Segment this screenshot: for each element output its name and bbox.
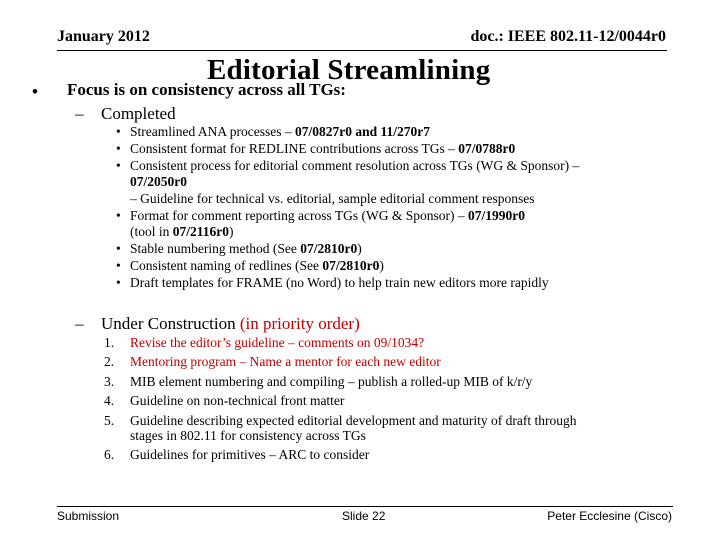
bullet-dot: • [116, 208, 121, 223]
list-number: 1. [104, 335, 115, 350]
list-item: Consistent process for editorial comment resolution across TGs (WG & Sponsor) – [130, 158, 580, 173]
list-item-continuation: stages in 802.11 for consistency across TGs [130, 428, 366, 443]
list-item: Guideline on non-technical front matter [130, 393, 345, 408]
footer-author: Peter Ecclesine (Cisco) [547, 509, 672, 523]
list-item: Mentoring program – Name a mentor for each new editor [130, 354, 441, 369]
list-item: Consistent naming of redlines (See 07/2810r0) [130, 258, 384, 273]
list-item: Guideline describing expected editorial development and maturity of draft through [130, 413, 577, 428]
header-doc-id: doc.: IEEE 802.11-12/0044r0 [470, 28, 666, 45]
completed-heading: Completed [101, 104, 176, 123]
list-item: Guidelines for primitives – ARC to consider [130, 447, 370, 462]
bullet-dot: • [116, 258, 121, 273]
under-construction-dash: – [75, 314, 84, 333]
bullet-dot: • [116, 241, 121, 256]
list-number: 4. [104, 393, 115, 408]
list-number: 2. [104, 354, 115, 369]
bullet-dot: • [116, 141, 121, 156]
bullet-dot: • [116, 275, 121, 290]
list-number: 3. [104, 374, 115, 389]
list-item: Stable numbering method (See 07/2810r0) [130, 241, 362, 256]
list-item: MIB element numbering and compiling – publish a rolled-up MIB of k/r/y [130, 374, 533, 389]
main-bullet-text: Focus is on consistency across all TGs: [67, 80, 346, 99]
list-item: Format for comment reporting across TGs (WG & Sponsor) – 07/1990r0 [130, 208, 525, 223]
list-item: Draft templates for FRAME (no Word) to help train new editors more rapidly [130, 275, 549, 290]
footer-slide-number: Slide 22 [342, 509, 386, 523]
list-item: Revise the editor’s guideline – comments on 09/1034? [130, 335, 425, 350]
list-item: Streamlined ANA processes – 07/0827r0 and 11/270r7 [130, 124, 430, 139]
main-bullet-dot: • [32, 82, 38, 101]
list-item-continuation: 07/2050r0 [130, 174, 187, 189]
bullet-dot: • [116, 158, 121, 173]
under-construction-heading: Under Construction (in priority order) [101, 314, 360, 333]
list-item: Consistent format for REDLINE contributions across TGs – 07/0788r0 [130, 141, 516, 156]
list-number: 5. [104, 413, 115, 428]
footer-submission: Submission [57, 509, 120, 523]
list-number: 6. [104, 447, 115, 462]
footer-rule [57, 506, 673, 507]
priority-note: (in priority order) [239, 314, 360, 333]
list-subitem: – Guideline for technical vs. editorial, sample editorial comment responses [130, 191, 535, 206]
header-rule [57, 50, 667, 51]
completed-dash: – [75, 104, 84, 123]
slide-title: Editorial Streamlining [207, 54, 491, 86]
bullet-dot: • [116, 124, 121, 139]
list-item-continuation: (tool in 07/2116r0) [130, 224, 234, 239]
header-date: January 2012 [57, 28, 150, 45]
